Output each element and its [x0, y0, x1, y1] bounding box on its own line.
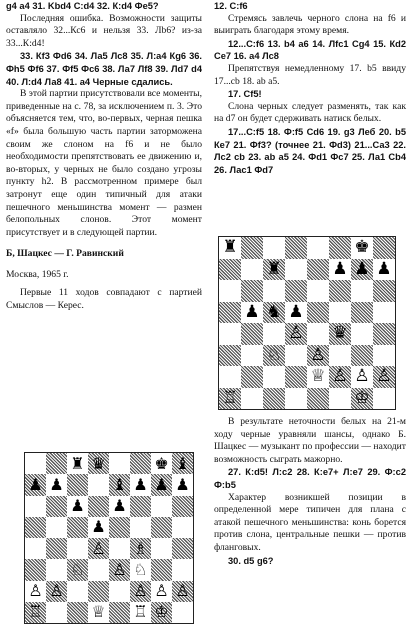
board-square: [172, 517, 193, 538]
board-square: [67, 517, 88, 538]
board-square: [241, 345, 263, 367]
board-square: [67, 559, 88, 580]
black-king-icon: ♚: [354, 237, 370, 258]
board-square: [219, 237, 241, 259]
board-square: [172, 538, 193, 559]
board-square: [263, 259, 285, 281]
white-pawn-icon: ♙: [310, 344, 326, 365]
board-square: [351, 280, 373, 302]
white-pawn-icon: ♙: [354, 366, 370, 387]
board-square: [351, 366, 373, 388]
game-heading: Б, Шацкес — Г. Равинский: [6, 248, 124, 260]
board-square: [373, 366, 395, 388]
board-square: [263, 388, 285, 410]
board-square: [351, 345, 373, 367]
white-knight-icon: ♘: [70, 559, 85, 579]
commentary-2: В этой партии присутствовали все моменты, приведенные на с. 78, за исключением п. 3. Это объясняется тем, что, во-первых, черная пешка «f» была большую часть партии заторможена своим же слоном на f6 и не было необходимости препятствовать ее движению и, во-вторых, у черных не было создано угрозы пункту h2. В рассмотренном примере был затронут еще один типичный для атаки пешечного меньшинства момент — размен белопольных слонов. Этот момент присутствует и в следующей партии.: [6, 88, 203, 238]
black-queen-icon: ♛: [91, 453, 106, 473]
board-square: [373, 323, 395, 345]
white-bishop-icon: ♗: [133, 538, 148, 558]
board-square: [46, 517, 67, 538]
board-square: [241, 302, 263, 324]
board-square: [263, 237, 285, 259]
move-30: 30. d5 g6?: [228, 555, 274, 566]
board-square: [285, 388, 307, 410]
chess-diagram-2: [24, 452, 194, 624]
board-square: [151, 496, 172, 517]
board-square: [25, 538, 46, 559]
board-square: [25, 496, 46, 517]
board-square: [172, 559, 193, 580]
board-square: [285, 366, 307, 388]
board-square: [46, 453, 67, 474]
board-square: [130, 474, 151, 495]
board-square: [151, 517, 172, 538]
white-knight-icon: ♘: [133, 559, 148, 579]
white-pawn-icon: ♙: [288, 323, 304, 344]
board-square: [219, 302, 241, 324]
board-square: [219, 259, 241, 281]
black-pawn-icon: ♟: [112, 496, 127, 516]
board-square: [329, 345, 351, 367]
board-square: [285, 323, 307, 345]
board-square: [46, 538, 67, 559]
board-square: [109, 581, 130, 602]
board-square: [373, 302, 395, 324]
board-square: [130, 496, 151, 517]
white-king-icon: ♔: [154, 602, 169, 622]
white-pawn-icon: ♙: [133, 581, 148, 601]
board-square: [329, 323, 351, 345]
board-square: [219, 366, 241, 388]
board-square: [329, 302, 351, 324]
black-pawn-icon: ♟: [332, 258, 348, 279]
board-square: [88, 581, 109, 602]
board-square: [241, 280, 263, 302]
black-pawn-icon: ♟: [154, 474, 169, 494]
board-square: [307, 388, 329, 410]
right-column-bottom: [214, 416, 406, 567]
board-square: [172, 496, 193, 517]
board-square: [46, 559, 67, 580]
board-square: [151, 453, 172, 474]
board-square: [219, 345, 241, 367]
board-square: [241, 366, 263, 388]
board-square: [373, 280, 395, 302]
board-square: [25, 453, 46, 474]
board-square: [109, 602, 130, 623]
board-square: [109, 474, 130, 495]
board-square: [172, 602, 193, 623]
commentary-r2: Препятствуя немедленному 17. b5 ввиду 17...cb 18. ab а5.: [214, 62, 406, 87]
white-pawn-icon: ♙: [175, 581, 190, 601]
game-place: Москва, 1965 г.: [6, 268, 69, 280]
black-pawn-icon: ♟: [288, 301, 304, 322]
moves-r1: 12...С:f6 13. b4 а6 14. Лfс1 Сg4 15. Кd2 Се7 16. а4 Лс8: [214, 38, 406, 62]
white-king-icon: ♔: [354, 387, 370, 408]
white-rook-icon: ♖: [133, 602, 148, 622]
black-queen-icon: ♛: [332, 323, 348, 344]
board-square: [263, 345, 285, 367]
board-square: [373, 237, 395, 259]
board-square: [46, 496, 67, 517]
board-square: [307, 302, 329, 324]
board-square: [67, 602, 88, 623]
board-square: [151, 538, 172, 559]
board-square: [130, 602, 151, 623]
black-rook-icon: ♜: [266, 258, 282, 279]
board-square: [263, 302, 285, 324]
board-square: [46, 474, 67, 495]
black-pawn-icon: ♟: [175, 474, 190, 494]
chess-diagram-1: [218, 236, 396, 410]
white-pawn-icon: ♙: [91, 538, 106, 558]
board-square: [25, 474, 46, 495]
board-square: [46, 581, 67, 602]
black-bishop-icon: ♝: [175, 453, 190, 473]
board-square: [351, 388, 373, 410]
board-square: [307, 345, 329, 367]
board-square: [373, 259, 395, 281]
board-square: [25, 559, 46, 580]
board-square: [219, 323, 241, 345]
board-square: [219, 280, 241, 302]
black-pawn-icon: ♟: [49, 474, 64, 494]
board-square: [67, 538, 88, 559]
board-square: [25, 517, 46, 538]
move-12: 12. С:f6: [214, 1, 248, 11]
board-square: [151, 581, 172, 602]
board-square: [241, 259, 263, 281]
board-square: [285, 345, 307, 367]
board-square: [88, 517, 109, 538]
board-square: [25, 602, 46, 623]
board-square: [67, 581, 88, 602]
white-pawn-icon: ♙: [28, 581, 43, 601]
white-pawn-icon: ♙: [376, 366, 392, 387]
black-pawn-icon: ♟: [28, 474, 43, 494]
board-square: [373, 345, 395, 367]
white-queen-icon: ♕: [310, 366, 326, 387]
commentary-3: Первые 11 ходов совпадают с партией Смыслов — Керес.: [6, 287, 202, 312]
black-rook-icon: ♜: [222, 237, 238, 258]
board-square: [151, 474, 172, 495]
black-rook-icon: ♜: [70, 453, 85, 473]
board-square: [172, 581, 193, 602]
moves-top: g4 a4 31. Kbd4 С:d4 32. К:d4 Фe5?: [6, 1, 159, 11]
board-square: [130, 538, 151, 559]
board-square: [263, 280, 285, 302]
board-square: [109, 538, 130, 559]
moves-mid: 33. Кf3 Фd6 34. Ла5 Лс8 35. Л:а4 Кg6 36. Фh5 Фf6 37. Фf5 Фс6 38. Ла7 Лf8 39. Лd7 d4 40. Л:d4 Ла8 41. а4 Черные сдались.: [6, 51, 202, 87]
black-pawn-icon: ♟: [244, 301, 260, 322]
white-pawn-icon: ♙: [332, 366, 348, 387]
moves-r3: 27. К:d5! Л:с2 28. К:е7+ Л:е7 29. Ф:с2 Ф:b5: [214, 467, 406, 490]
board-square: [307, 237, 329, 259]
black-pawn-icon: ♟: [354, 258, 370, 279]
board-square: [219, 388, 241, 410]
commentary-1: Последняя ошибка. Возможности защиты оставляло 32...Кс6 и нельзя 33. Лb6? из-за 33...К:d4!: [6, 12, 202, 49]
board-square: [88, 453, 109, 474]
board-square: [241, 237, 263, 259]
black-pawn-icon: ♟: [91, 517, 106, 537]
move-17: 17. Сf5!: [228, 89, 262, 100]
board-square: [151, 559, 172, 580]
board-square: [67, 496, 88, 517]
board-square: [285, 302, 307, 324]
board-square: [109, 496, 130, 517]
black-pawn-icon: ♟: [133, 474, 148, 494]
board-square: [241, 323, 263, 345]
board-square: [109, 453, 130, 474]
white-knight-icon: ♘: [266, 344, 282, 365]
board-square: [263, 323, 285, 345]
board-square: [130, 581, 151, 602]
board-square: [67, 453, 88, 474]
board-square: [329, 259, 351, 281]
chess-board-2: [25, 453, 193, 623]
white-pawn-icon: ♙: [154, 581, 169, 601]
board-square: [172, 474, 193, 495]
board-square: [351, 237, 373, 259]
board-square: [285, 259, 307, 281]
board-square: [307, 259, 329, 281]
board-square: [130, 517, 151, 538]
board-square: [351, 302, 373, 324]
moves-r2: 17...С:f5 18. Ф:f5 Сd6 19. g3 Леб 20. b5 Ке7 21. Фf3? (точнее 21. Фd3) 21...Са3 22. Лс2 cb 23. ab а5 24. Фd1 Фс7 25. Ла1 Сb4 26. Лас1 Фd7: [214, 126, 406, 175]
board-square: [373, 388, 395, 410]
commentary-r5: Характер возникшей позиции в определенной мере типичен для плана с атакой пешечного меньшинства: конь борется против слона, центральные пешки — против фланговых.: [214, 491, 406, 553]
right-column-top: [214, 0, 406, 176]
board-square: [351, 259, 373, 281]
board-square: [88, 559, 109, 580]
board-square: [329, 280, 351, 302]
black-pawn-icon: ♟: [70, 496, 85, 516]
board-square: [25, 581, 46, 602]
black-bishop-icon: ♝: [112, 474, 127, 494]
board-square: [241, 388, 263, 410]
white-rook-icon: ♖: [222, 387, 238, 408]
board-square: [88, 538, 109, 559]
board-square: [329, 388, 351, 410]
board-square: [88, 474, 109, 495]
board-square: [46, 602, 67, 623]
commentary-r1: Стремясь завлечь черного слона на f6 и выиграть благодаря этому время.: [214, 12, 406, 37]
board-square: [329, 366, 351, 388]
left-column: [6, 0, 202, 313]
white-pawn-icon: ♙: [49, 581, 64, 601]
board-square: [172, 453, 193, 474]
board-square: [130, 453, 151, 474]
chess-board-1: [219, 237, 395, 409]
board-square: [109, 517, 130, 538]
board-square: [351, 323, 373, 345]
board-square: [307, 323, 329, 345]
white-queen-icon: ♕: [91, 602, 106, 622]
board-square: [307, 280, 329, 302]
commentary-r3: Слона черных следует разменять, так как на d7 он будет сдерживать натиск белых.: [214, 100, 406, 125]
board-square: [329, 237, 351, 259]
commentary-r4: В результате неточности белых на 21-м ходу черные уравняли шансы, однако Б. Шацкес — музыкант по профессии — находит возможность сыграть мажорно.: [214, 416, 406, 465]
black-pawn-icon: ♟: [376, 258, 392, 279]
board-square: [151, 602, 172, 623]
board-square: [285, 280, 307, 302]
board-square: [88, 602, 109, 623]
board-square: [67, 474, 88, 495]
board-square: [109, 559, 130, 580]
board-square: [88, 496, 109, 517]
white-pawn-icon: ♙: [112, 559, 127, 579]
board-square: [130, 559, 151, 580]
board-square: [307, 366, 329, 388]
black-king-icon: ♚: [154, 453, 169, 473]
board-square: [285, 237, 307, 259]
board-square: [263, 366, 285, 388]
white-rook-icon: ♖: [28, 602, 43, 622]
black-knight-icon: ♞: [266, 301, 282, 322]
